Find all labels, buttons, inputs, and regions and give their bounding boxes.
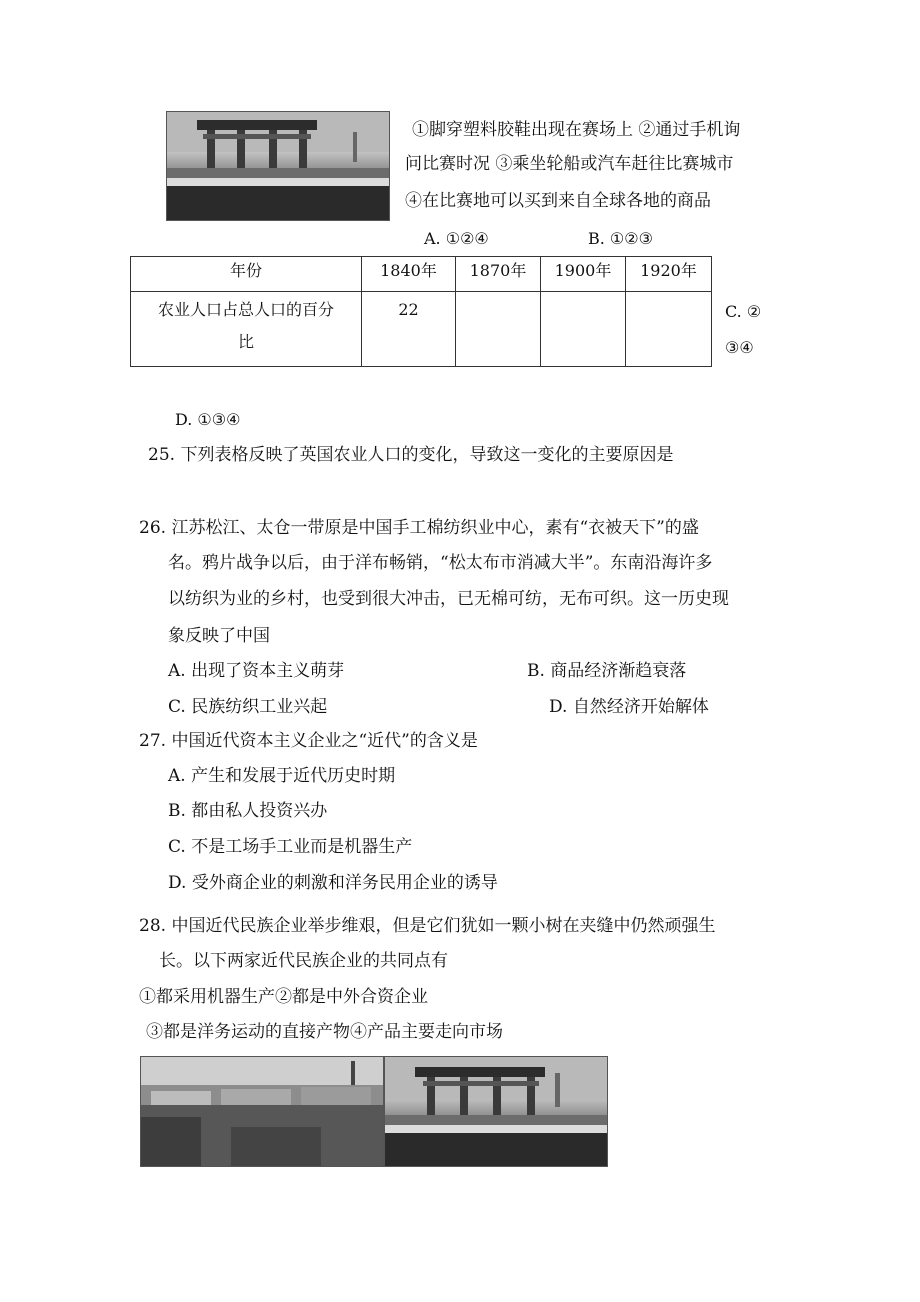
- q24-choice-a: A. ①②④: [424, 229, 489, 248]
- factory-photo: [140, 1056, 384, 1167]
- q26-choice-c: C. 民族纺织工业兴起: [168, 697, 328, 717]
- table-cell: [541, 292, 626, 367]
- q24-choice-d: D. ①③④: [175, 410, 241, 429]
- q27-choice-c: C. 不是工场手工业而是机器生产: [168, 837, 413, 857]
- table-cell: 22: [362, 292, 456, 367]
- table-header-row: [131, 257, 712, 292]
- q26-line2: 名。鸦片战争以后，由于洋布畅销，“松太布市消减大半”。东南沿海许多: [168, 553, 713, 573]
- row-label-line2: 比: [237, 332, 254, 351]
- q27-choice-d: D. 受外商企业的刺激和洋务民用企业的诱导: [168, 873, 498, 893]
- table-header-cell: 年份: [131, 257, 362, 292]
- q27-stem: 27. 中国近代资本主义企业之“近代”的含义是: [139, 731, 478, 751]
- table-cell: [456, 292, 541, 367]
- table-header-cell: 1870年: [456, 257, 541, 292]
- q26-choice-d: D. 自然经济开始解体: [549, 697, 709, 717]
- q26-line4: 象反映了中国: [168, 626, 270, 646]
- q25-stem: 25. 下列表格反映了英国农业人口的变化，导致这一变化的主要原因是: [148, 445, 674, 465]
- archway-photo-top: [166, 111, 390, 221]
- q24-statement-line1: ①脚穿塑料胶鞋出现在赛场上 ②通过手机询: [412, 120, 741, 140]
- q27-choice-a: A. 产生和发展于近代历史时期: [168, 766, 396, 786]
- q26-choice-b: B. 商品经济渐趋衰落: [527, 661, 687, 681]
- q27-choice-b: B. 都由私人投资兴办: [168, 801, 328, 821]
- table-cell: [626, 292, 712, 367]
- row-label-line1: 农业人口占总人口的百分: [157, 300, 334, 319]
- q24-choice-c-line2: ③④: [725, 338, 754, 357]
- q24-statement-line3: ④在比赛地可以买到来自全球各地的商品: [405, 191, 711, 211]
- q28-line1: 28. 中国近代民族企业举步维艰，但是它们犹如一颗小树在夹缝中仍然顽强生: [139, 916, 716, 936]
- q24-choice-b: B. ①②③: [588, 229, 653, 248]
- q28-statement1: ①都采用机器生产②都是中外合资企业: [139, 987, 428, 1007]
- table-header-cell: 1900年: [541, 257, 626, 292]
- table-header-cell: 1920年: [626, 257, 712, 292]
- agri-population-table: [130, 256, 712, 367]
- q24-statement-line2: 问比赛时况 ③乘坐轮船或汽车赶往比赛城市: [405, 154, 734, 174]
- table-header-cell: 1840年: [362, 257, 456, 292]
- table-row-label: [131, 292, 362, 367]
- q24-choice-c-line1: C. ②: [725, 302, 762, 321]
- q28-line2: 长。以下两家近代民族企业的共同点有: [159, 951, 448, 971]
- table-row: [131, 292, 712, 367]
- q26-choice-a: A. 出现了资本主义萌芽: [168, 661, 345, 681]
- q26-line3: 以纺织为业的乡村，也受到很大冲击，已无棉可纺，无布可织。这一历史现: [168, 589, 729, 609]
- q28-statement2: ③都是洋务运动的直接产物④产品主要走向市场: [146, 1022, 503, 1042]
- archway-photo-bottom: [384, 1056, 608, 1167]
- q26-line1: 26. 江苏松江、太仓一带原是中国手工棉纺织业中心，素有“衣被天下”的盛: [139, 518, 699, 538]
